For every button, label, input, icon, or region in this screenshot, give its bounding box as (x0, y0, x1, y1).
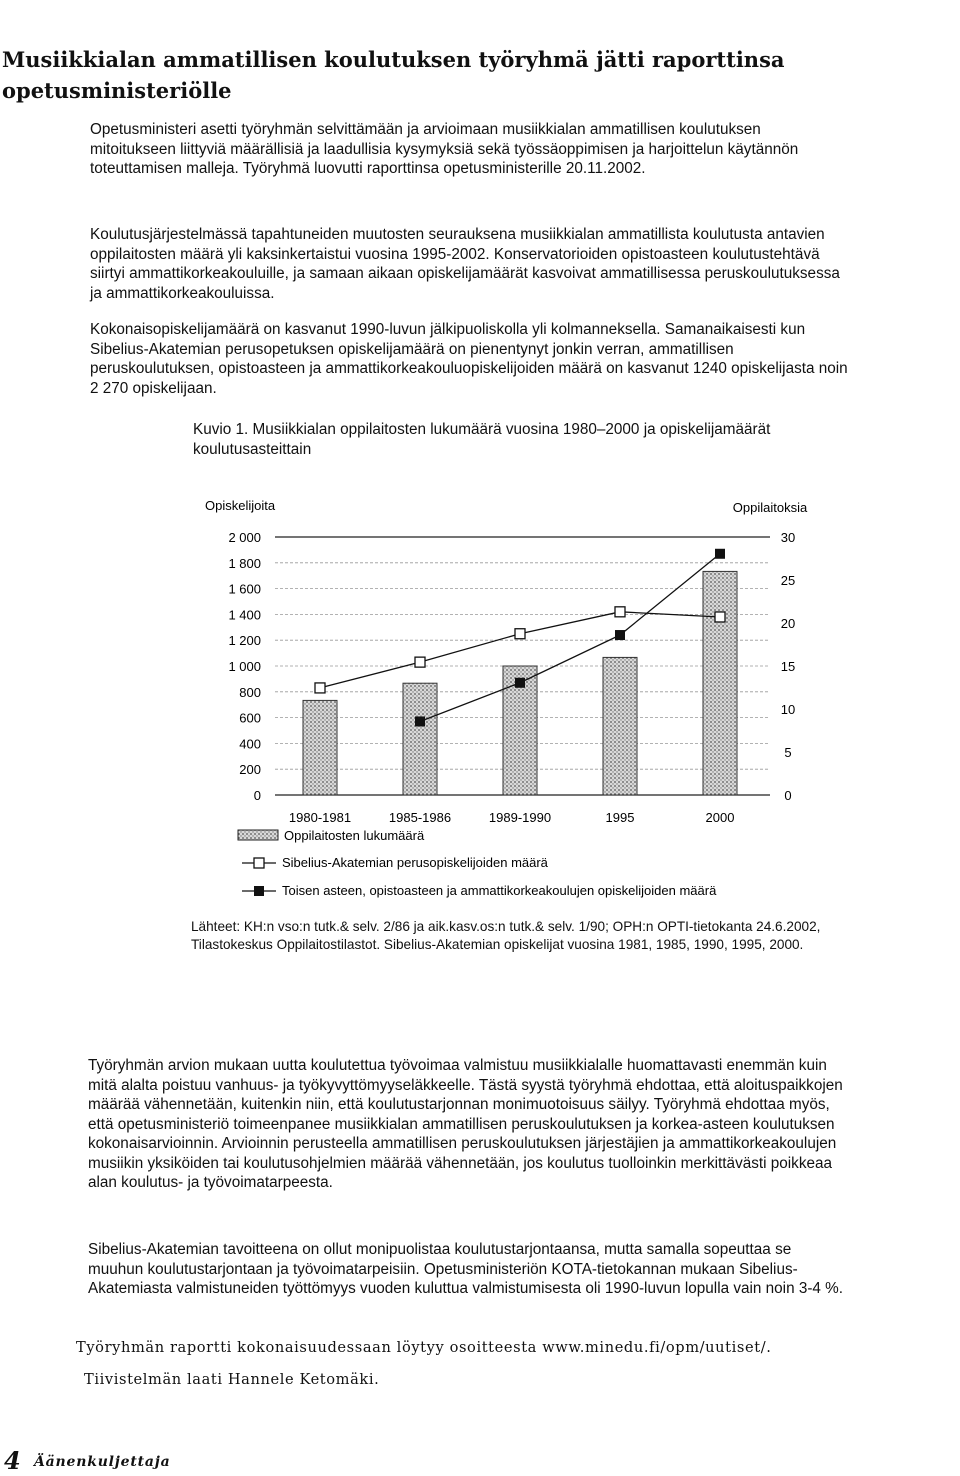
right-tick-label: 15 (780, 659, 796, 674)
right-tick-label: 20 (780, 616, 796, 631)
right-axis-label: Oppilaitoksia (732, 500, 808, 515)
bar (403, 683, 437, 795)
left-tick-label: 200 (239, 762, 261, 778)
x-tick-label: 2000 (705, 810, 735, 825)
right-tick-label: 30 (780, 530, 796, 545)
system-change-paragraph: Koulutusjärjestelmässä tapahtuneiden muutosten seurauksena musiikkialan ammatillista koulutusta antavien oppilaitosten määrä yli kaksinkertaistui vuosina 1995-2002. Konservatorioiden opistoasteen koulutustehtävä siirtyi ammattikorkeakouluille, ja samaan aikaan opiskelijamäärät kasvoivat ammatillisessa peruskoulutuksessa ja ammattikorkeakouluissa. (90, 226, 840, 302)
open-square-marker (615, 607, 625, 617)
magazine-name: Äänenkuljettaja (34, 1454, 171, 1470)
right-tick-label: 5 (784, 745, 792, 760)
right-tick-label: 0 (784, 788, 792, 803)
legend-label-vocational: Toisen asteen, opistoasteen ja ammattikorkeakoulujen opiskelijoiden määrä (282, 883, 717, 898)
left-tick-label: 400 (239, 736, 261, 752)
vocational-line (420, 554, 720, 722)
open-square-marker (315, 683, 325, 693)
open-square-marker (415, 657, 425, 667)
summary-author: Tiivistelmän laati Hannele Ketomäki. (84, 1371, 380, 1388)
bar (303, 700, 337, 795)
left-tick-label: 0 (253, 788, 261, 803)
left-tick-label: 1 200 (228, 633, 261, 649)
legend-open-square (254, 858, 264, 868)
sibelius-paragraph: Sibelius-Akatemian tavoitteena on ollut monipuolistaa koulutustarjontaansa, mutta samalla sopeuttaa se muuhun koulutustarjontaan ja työvoimatarpeisiin. Opetusministeriön KOTA-tietokannan mukaan Sibelius-Akatemiasta valmistuneiden työttömyys vuoden kuluttua valmistumisesta oli 1990-luvun lopulla vain noin 3-4 %. (88, 1241, 844, 1297)
filled-square-marker (715, 549, 725, 559)
open-square-marker (715, 612, 725, 622)
bar (703, 571, 737, 795)
student-count-paragraph: Kokonaisopiskelijamäärä on kasvanut 1990-luvun jälkipuoliskolla yli kolmanneksella. Samanaikaisesti kun Sibelius-Akatemian perusopetuksen opiskelijamäärä on pienentynyt jonkin verran, ammatillisen peruskoulutuksen, opistoasteen ja ammattikorkeakouluopiskelijoiden määrä on kasvanut 1240 opiskelijasta noin 2 270 opiskelijaan. (90, 321, 848, 397)
filled-square-marker (415, 716, 425, 726)
report-link-note: Työryhmän raportti kokonaisuudessaan löytyy osoitteesta www.minedu.fi/opm/uutiset/. (76, 1339, 772, 1356)
left-tick-label: 1 400 (228, 607, 261, 623)
right-tick-label: 10 (780, 702, 796, 717)
filled-square-marker (515, 678, 525, 688)
left-tick-label: 800 (239, 684, 261, 700)
page-number: 4 (4, 1446, 21, 1475)
legend-label-sibelius: Sibelius-Akatemian perusopiskelijoiden määrä (282, 855, 548, 870)
intro-paragraph: Opetusministeri asetti työryhmän selvittämään ja arvioimaan musiikkialan ammatillisen koulutuksen mitoitukseen liittyviä määrällisiä ja laadullisia kysymyksiä sekä työssäoppimisen ja harjoittelun käytännön toteuttamisen malleja. Työryhmä luovutti raporttinsa opetusministerille 20.11.2002. (90, 121, 799, 178)
assessment-paragraph: Työryhmän arvion mukaan uutta koulutettua työvoimaa valmistuu musiikkialalle huomattavasti enemmän kuin mitä alalta poistuu vanhuus- ja työkyvyttömyyseläkkeelle. Tästä syystä työryhmä ehdottaa, että aloituspaikkojen määrää vähennetään, kuitenkin niin, että koulutustarjonnan monimuotoisuus säilyy. Työryhmä ehdottaa myös, että opetusministeriö toimeenpanee musiikkialan ammatillisen peruskoulutuksen ja korkea-asteen koulutuksen kokonaisarvioinnin. Arvioinnin perusteella ammatillisen peruskoulutuksen järjestäjien ja ammattikorkeakoulujen musiikin yksiköiden tai koulutusohjelmien määrää vähennetään, jos koulutus tuolloinkin merkittävästi poikkeaa alan koulutus- ja työvoimatarpeesta. (88, 1057, 843, 1191)
left-tick-label: 1 800 (228, 555, 261, 571)
legend-filled-square (254, 886, 264, 896)
chart-legend (238, 828, 717, 898)
right-tick-label: 25 (780, 573, 796, 588)
open-square-marker (515, 629, 525, 639)
bar (603, 657, 637, 795)
x-tick-label: 1989-1990 (488, 810, 552, 825)
x-tick-label: 1995 (605, 810, 635, 825)
x-tick-label: 1985-1986 (388, 810, 452, 825)
legend-label-bars: Oppilaitosten lukumäärä (284, 828, 425, 843)
left-axis-label: Opiskelijoita (205, 498, 276, 513)
legend-bar-swatch (238, 830, 278, 840)
filled-square-marker (615, 630, 625, 640)
left-tick-label: 1 000 (228, 659, 261, 674)
x-tick-label: 1980-1981 (288, 810, 352, 825)
article-title: Musiikkialan ammatillisen koulutuksen työryhmä jätti raporttinsa opetusministeriölle (2, 47, 785, 103)
figure-chart (190, 485, 830, 905)
left-tick-label: 2 000 (228, 530, 261, 545)
left-tick-label: 1 600 (228, 581, 261, 597)
left-tick-label: 600 (239, 710, 261, 726)
figure-caption: Kuvio 1. Musiikkialan oppilaitosten lukumäärä vuosina 1980–2000 ja opiskelijamäärät koulutusasteittain (193, 421, 771, 458)
sources-note: Lähteet: KH:n vso:n tutk.& selv. 2/86 ja aik.kasv.os:n tutk.& selv. 1/90; OPH:n OPTI-tietokanta 24.6.2002, Tilastokeskus Oppilaitostilastot. Sibelius-Akatemian opiskelijat vuosina 1981, 1985, 1990, 1995, 2000. (191, 919, 821, 952)
